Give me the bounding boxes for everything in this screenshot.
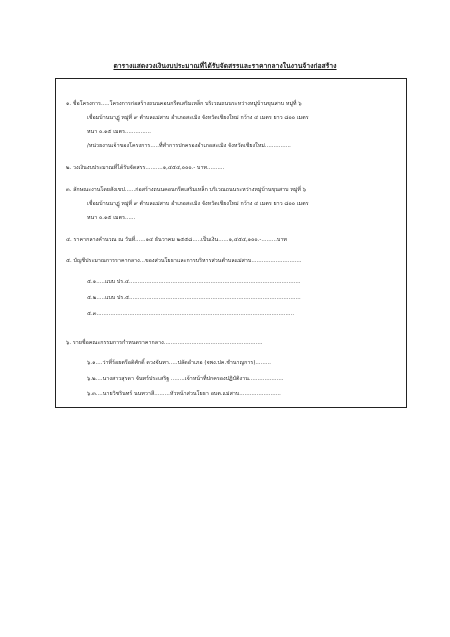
item-5-sub-2: ๕.๒.....แบบ ปร.๕................................................................................................... <box>87 295 301 301</box>
item-3-line-2: เชื่อมบ้านนาฏู่ หมู่ที่ ๙ ตำบลแม่สาบ อำเภอสะเมิง จังหวัดเชียงใหม่ กว้าง ๔ เมตร ยาว ๘๐๐ เมตร <box>87 201 309 207</box>
item-2: ๒. วงเงินงบประมาณที่ได้รับจัดสรร..........๑,๔๕๔,๐๐๐.- บาท.......... <box>66 165 225 171</box>
item-4: ๔. ราคากลางคำนวณ ณ วันที่......๑๔ ธันวาคม ๒๕๕๘.....เป็นเงิน......๑,๔๕๔,๑๐๐.-.........บาท <box>66 237 287 243</box>
item-1-line-4: /หน่วยงานเจ้าของโครงการ.....ที่ทำการปกครองอำเภอสะเมิง จังหวัดเชียงใหม่............... <box>87 143 291 149</box>
content-frame <box>55 78 407 408</box>
item-1-line-2: เชื่อมบ้านนาฏู่ หมู่ที่ ๙ ตำบลแม่สาบ อำเภอสะเมิง จังหวัดเชียงใหม่ กว้าง ๔ เมตร ยาว ๘๐๐ เมตร <box>87 115 309 121</box>
item-6-sub-3: ๖.๓....นายวิชรินทร์ นนทวาสี.........หัวหน้าส่วนโยธา อบต.แม่สาบ........................ <box>87 391 281 397</box>
item-6-sub-2: ๖.๒....นางสาวสุรดา จันทร์ประเสริฐ ........เจ้าหน้าที่ปกครองปฏิบัติงาน.................... <box>87 376 284 382</box>
item-5-sub-1: ๕.๑.....แบบ ปร.๔................................................................................................... <box>87 279 301 285</box>
item-5-sub-3: ๕.๓.................................................................................................................. <box>87 311 295 317</box>
item-1-line-1: ๑. ชื่อโครงการ.....โครงการก่อสร้างถนนคอนกรีตเสริมเหล็ก บริเวณถนนระหว่างหมู่บ้านขุนสาบ หมู่ที่ ๖ <box>66 101 302 107</box>
item-3-line-1: ๓. ลักษณะงานโดยสังเขป......ก่อสร้างถนนคอนกรีตเสริมเหล็ก บริเวณถนนระหว่างหมู่บ้านขุนสาบ หมู่ที่ ๖ <box>66 187 307 193</box>
item-5-line-1: ๕. บัญชีประมาณการราคากลาง...ของส่วนโยธาและการบริหารส่วนตำบลแม่สาบ............................. <box>66 258 302 264</box>
item-3-line-3: หนา ๐.๑๕ เมตร...... <box>87 215 136 221</box>
item-6-line-1: ๖. รายชื่อคณะกรรมการกำหนดราคากลาง......................................................... <box>66 340 263 346</box>
item-1-line-3: หนา ๐.๑๕ เมตร............... <box>87 129 151 135</box>
document-title: ตารางแสดงวงเงินงบประมาณที่ได้รับจัดสรรและราคากลางในงานจ้างก่อสร้าง <box>113 62 337 70</box>
item-6-sub-1: ๖.๑....ว่าที่ร้อยตรีอดิศักดิ์ ดวงจันทา.....ปลัดอำเภอ (จพง.ปค.ชำนาญการ)......... <box>87 360 272 366</box>
